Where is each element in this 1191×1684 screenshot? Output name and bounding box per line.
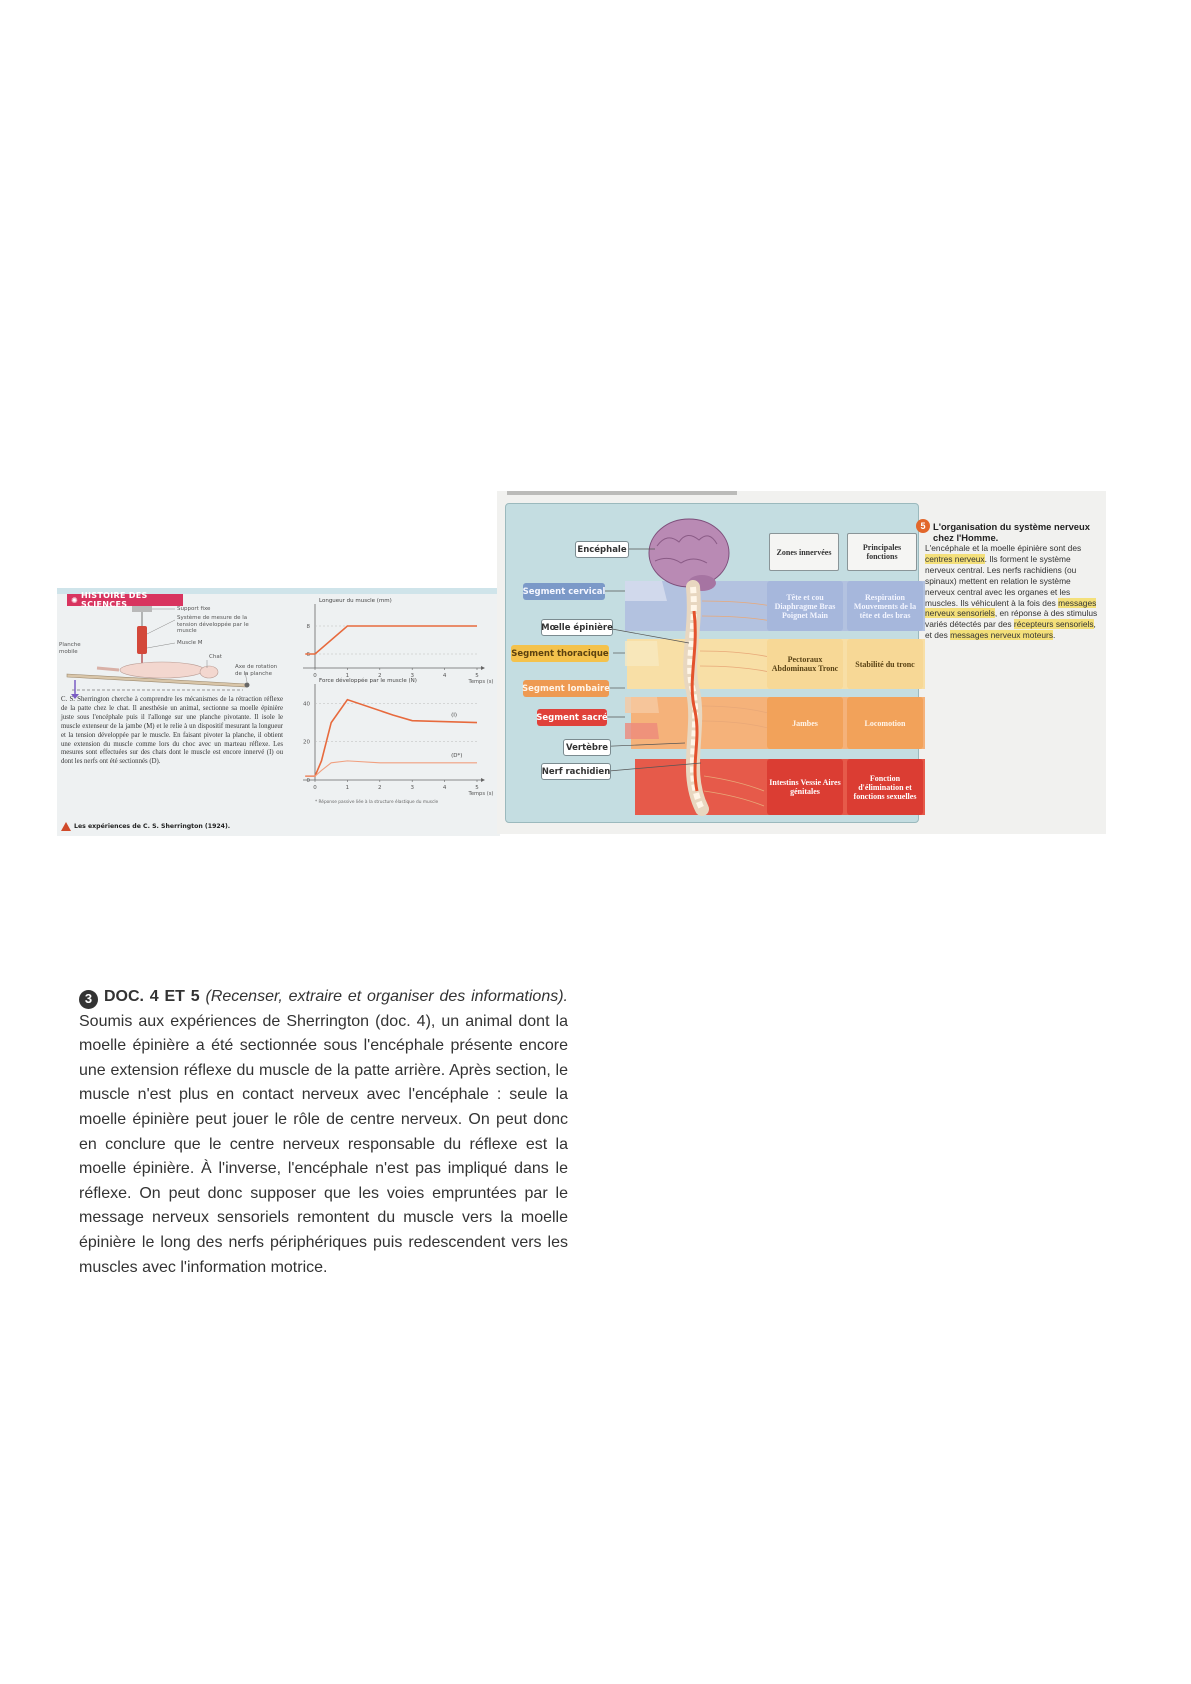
- doc4-paragraph: C. S. Sherrington cherche à comprendre les mécanismes de la rétraction réflexe de la patte chez le chat. Il anesthésie un animal, sectionne sa moelle épinière juste sous l'encéphale puis il l'allonge sur une planche pivotante. Il isole le muscle extenseur de la jambe (M) et le relie à un dispositif mesurant la longueur et la tension développée par le muscle. En faisant pivoter la planche, il obtient une extension du muscle comme lors du choc avec un marteau réflexe. Les mesures sont effectuées sur des chats dont le muscle est encore innervé (I) ou dont les nerfs ont été sectionnés (D).: [61, 696, 283, 766]
- chart-0-x-tick: 2: [378, 673, 382, 679]
- chart-1-series-label: (D*): [451, 752, 463, 759]
- label-nerf-rachidien: Nerf rachidien: [541, 763, 611, 780]
- label-segment-lombaire: Segment lombaire: [523, 680, 609, 697]
- chart-0-xlabel: Temps (s): [468, 679, 494, 685]
- cell-fonctions-cervical: Respiration Mouvements de la tête et des bras: [847, 581, 923, 631]
- highlight-messages-moteurs: messages nerveux moteurs: [950, 630, 1054, 641]
- answer-body: Soumis aux expériences de Sherrington (doc. 4), un animal dont la moelle épinière a été sectionnée sous l'encéphale présente encore une extension réflexe du muscle de la patte arrière. Après section, le muscle n'est plus en contact nerveux avec l'encéphale : seule la moelle épinière peut jouer le rôle de centre nerveux. On peut donc en conclure que le centre nerveux responsable du réflexe est la moelle épinière. À l'inverse, l'encéphale n'est pas impliqué dans le réflexe. On peut donc supposer que les voies empruntées par le message nerveux sensoriels remontent du muscle vers la moelle épinière le long des nerfs périphériques puis redescendent vers les muscles avec l'information motrice.: [79, 1012, 568, 1276]
- chart-1-y-tick: 20: [303, 739, 310, 746]
- doc5-panel: [497, 491, 1106, 834]
- warning-triangle-icon: [61, 822, 71, 831]
- label-encephale: Encéphale: [575, 541, 629, 558]
- chart-1-x-tick: 5: [475, 785, 479, 791]
- atom-icon: ✺: [71, 595, 79, 605]
- chart-0-x-tick: 4: [442, 673, 447, 679]
- chart-footnote: * Réponse passive liée à la structure élastique du muscle: [315, 800, 439, 805]
- brain-shape: [649, 519, 729, 587]
- label-support-fixe: Support fixe: [177, 606, 211, 612]
- label-axe-rotation: Axe de rotation de la planche: [235, 664, 278, 677]
- chart-1-y-tick: 40: [303, 701, 310, 708]
- skill-label: (Recenser, extraire et organiser des informations).: [205, 988, 569, 1005]
- doc5-title: L'organisation du système nerveux chez l'Homme.: [933, 521, 1090, 543]
- doc4-charts: [57, 588, 500, 836]
- chart-0-x-tick: 0: [313, 673, 317, 679]
- cell-fonctions-thoracique: Stabilité du tronc: [847, 639, 923, 689]
- chart-1-series-1: [305, 761, 477, 776]
- chart-0-x-arrow: [481, 666, 485, 670]
- label-moelle-epiniere: Mœlle épinière: [541, 619, 613, 636]
- highlight-centres-nerveux: centres nerveux: [925, 553, 985, 564]
- cell-zones-cervical: Tête et cou Diaphragme Bras Poignet Main: [767, 581, 843, 631]
- chart-1-x-tick: 1: [345, 785, 350, 791]
- header-zones-innervees: Zones innervées: [769, 533, 839, 571]
- label-segment-sacre: Segment sacré: [537, 709, 607, 726]
- label-systeme-mesure: Système de mesure de la tension développée par le muscle: [177, 615, 249, 634]
- chart-0-x-tick: 3: [410, 673, 414, 679]
- question-number-badge: 3: [79, 990, 98, 1009]
- label-muscle-m: Muscle M: [177, 640, 203, 646]
- cell-fonctions-lombaire: Locomotion: [847, 697, 923, 749]
- chart-0-series-0: [305, 626, 477, 654]
- cell-zones-thoracique: Pectoraux Abdominaux Tronc: [767, 639, 843, 689]
- doc4-caption: Les expériences de C. S. Sherrington (1924).: [61, 822, 230, 831]
- cell-zones-sacre: Intestins Vessie Aires génitales: [767, 759, 843, 815]
- header-principales-fonctions: Principales fonctions: [847, 533, 917, 571]
- label-planche-mobile: Planche mobile: [59, 642, 81, 655]
- cell-zones-lombaire: Jambes: [767, 697, 843, 749]
- chart-1-x-tick: 0: [313, 785, 317, 791]
- chart-1-title: Force développée par le muscle (N): [319, 678, 417, 684]
- label-segment-thoracique: Segment thoracique: [511, 645, 609, 662]
- label-vertebre: Vertèbre: [563, 739, 611, 756]
- doc5-body: L'encéphale et la moelle épinière sont des centres nerveux. Ils forment le système nerveux central. Les nerfs rachidiens (ou spinaux) mettent en relation le système nerveux central avec les organes et les muscles. Ils véhiculent à la fois des messages nerveux sensoriels, en réponse à des stimulus variés détectés par des récepteurs sensoriels, et des messages nerveux moteurs.: [925, 543, 1098, 641]
- doc4-panel: [57, 588, 500, 836]
- chart-1-series-label: (I): [451, 712, 458, 719]
- chart-1-x-tick: 4: [442, 785, 447, 791]
- chart-0-x-tick: 1: [345, 673, 350, 679]
- label-chat: Chat: [209, 654, 222, 660]
- highlight-messages-sensoriels: messages nerveux sensoriels: [925, 597, 1097, 619]
- doc5-side-text: [920, 520, 1101, 641]
- label-segment-cervical: Segment cervical: [523, 583, 605, 600]
- histoire-sciences-banner: ✺ HISTOIRE DES SCIENCES: [67, 594, 183, 606]
- doc-reference: DOC. 4 ET 5: [104, 988, 200, 1005]
- chart-1-y-tick: 0: [306, 778, 310, 784]
- doc-number-badge: 5: [916, 519, 930, 533]
- chart-0-x-tick: 5: [475, 673, 479, 679]
- cell-fonctions-sacre: Fonction d'élimination et fonctions sexuelles: [847, 759, 923, 815]
- chart-1-x-arrow: [481, 778, 485, 782]
- chart-1-x-tick: 2: [378, 785, 382, 791]
- chart-1-x-tick: 3: [410, 785, 414, 791]
- chart-0-y-tick: 6: [306, 652, 310, 658]
- highlight-recepteurs-sensoriels: récepteurs sensoriels: [1013, 619, 1094, 630]
- answer-paragraph: [79, 985, 568, 1280]
- chart-1-xlabel: Temps (s): [468, 791, 494, 797]
- chart-1-series-0: [305, 700, 477, 777]
- chart-0-y-tick: 8: [306, 624, 310, 630]
- chart-0-title: Longueur du muscle (mm): [319, 598, 392, 604]
